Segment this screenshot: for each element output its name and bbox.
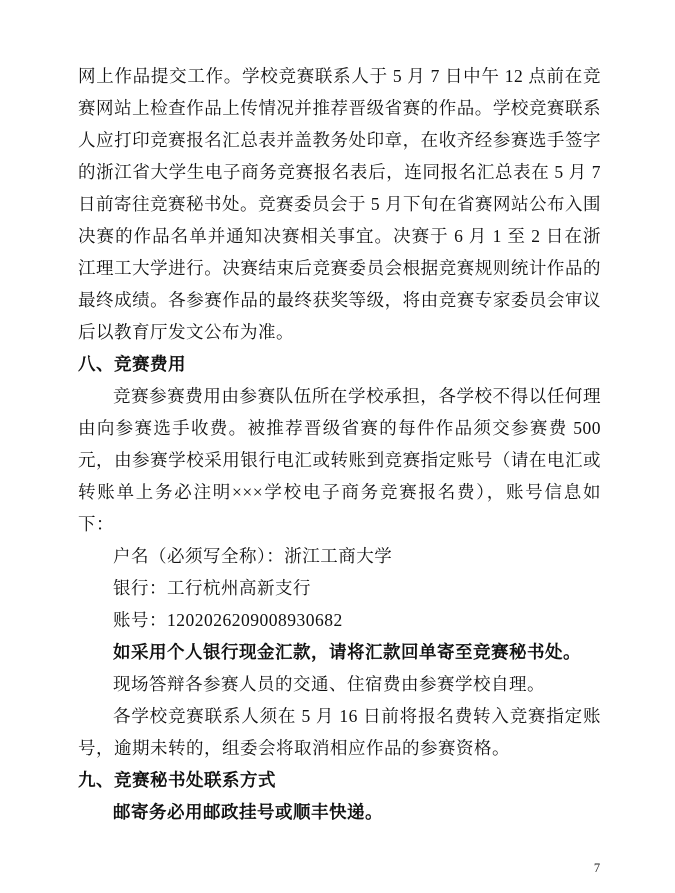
paragraph: 各学校竞赛联系人须在 5 月 16 日前将报名费转入竞赛指定账号，逾期未转的，组委会将取消相应作品的参赛资格。 — [78, 706, 601, 758]
section-heading: 九、竞赛秘书处联系方式 — [78, 770, 276, 790]
paragraph: 账号：1202026209008930682 — [113, 610, 343, 630]
paragraph: 竞赛参赛费用由参赛队伍所在学校承担，各学校不得以任何理由向参赛选手收费。被推荐晋级省赛的每件作品须交参赛费 500 元，由参赛学校采用银行电汇或转账到竞赛指定账号（请在电汇或转账单上务必注明×××学校电子商务竞赛报名费），账号信息如下： — [78, 386, 601, 534]
page-number: 7 — [593, 861, 601, 875]
paragraph: 邮寄务必用邮政挂号或顺丰快递。 — [113, 802, 383, 822]
paragraph: 网上作品提交工作。学校竞赛联系人于 5 月 7 日中午 12 点前在竞赛网站上检查作品上传情况并推荐晋级省赛的作品。学校竞赛联系人应打印竞赛报名汇总表并盖教务处印章，在收齐经参赛选手签字的浙江省大学生电子商务竞赛报名表后，连同报名汇总表在 5 月 7 日前寄往竞赛秘书处。竞赛委员会于 5 月下旬在省赛网站公布入围决赛的作品名单并通知决赛相关事宜。决赛于 6 月 1 至 2 日在浙江理工大学进行。决赛结束后竞赛委员会根据竞赛规则统计作品的最终成绩。各参赛作品的最终获奖等级，将由竞赛专家委员会审议后以教育厅发文公布为准。 — [78, 66, 601, 342]
paragraph: 户名（必须写全称）：浙江工商大学 — [113, 546, 393, 566]
document-body — [78, 60, 601, 828]
paragraph: 如采用个人银行现金汇款，请将汇款回单寄至竞赛秘书处。 — [113, 642, 581, 662]
paragraph: 银行：工行杭州高新支行 — [113, 578, 311, 598]
section-heading: 八、竞赛费用 — [78, 354, 186, 374]
paragraph: 现场答辩各参赛人员的交通、住宿费由参赛学校自理。 — [113, 674, 545, 694]
